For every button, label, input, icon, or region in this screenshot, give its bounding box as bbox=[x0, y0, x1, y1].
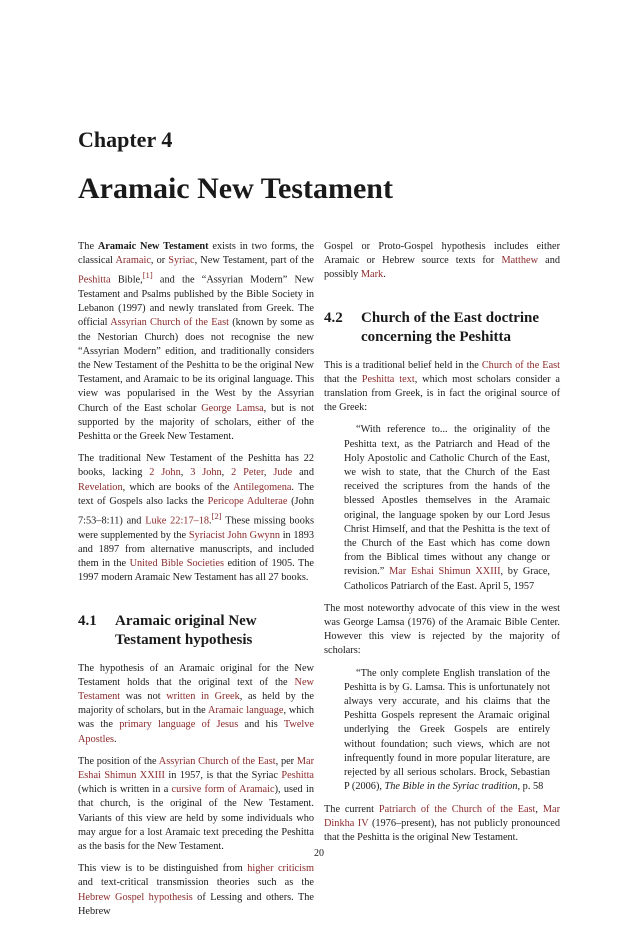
link-mar-dinkha-iv[interactable]: Mar Dinkha IV bbox=[324, 803, 560, 829]
left-column bbox=[78, 240, 314, 927]
link-peshitta-text[interactable]: Peshitta text bbox=[361, 373, 415, 385]
link-peshitta[interactable]: Peshitta bbox=[78, 274, 111, 286]
chapter-title: Aramaic New Testament bbox=[78, 172, 393, 205]
chapter-label: Chapter 4 bbox=[78, 127, 173, 152]
link-luke-22[interactable]: Luke 22:17–18 bbox=[145, 515, 210, 527]
book-title: The Bible in the Syriac tradition bbox=[384, 781, 518, 793]
right-column bbox=[324, 240, 560, 853]
advocate-paragraph: The most noteworthy advocate of this view in the west was George Lamsa (1976) of the Aramaic Bible Center. However this view is rejected by the majority of scholars: bbox=[324, 602, 560, 657]
brock-quote: “The only complete English translation of the Peshitta is by G. Lamsa. This is unfortunately not always very accurate, and his claims that the Peshitta Gospels represent the Aramaic original underlying the Greek Gospels are entirely without foundation; such views, which are not infrequently found in more popular literature, are rejected by all serious scholars. Brock, Sebastian P (2006), The Bible in the Syriac tradition, p. 58 bbox=[344, 667, 550, 793]
ref-2[interactable]: [2] bbox=[211, 511, 222, 522]
section-number: 4.2 bbox=[324, 309, 343, 326]
link-patriarch[interactable]: Patriarch of the Church of the East bbox=[378, 803, 536, 815]
link-syriacist[interactable]: Syriacist bbox=[188, 529, 225, 541]
link-jude[interactable]: Jude bbox=[273, 467, 293, 479]
link-united-bible-societies[interactable]: United Bible Societies bbox=[129, 558, 224, 570]
section-heading-4-1 bbox=[78, 612, 314, 650]
gospel-continuation-paragraph: Gospel or Proto-Gospel hypothesis includes either Aramaic or Hebrew source texts for Matthew and possibly Mark. bbox=[324, 241, 560, 281]
position-paragraph: The position of the Assyrian Church of the East, per Mar Eshai Shimun XXIII in 1957, is that the Syriac Peshitta (which is written in a cursive form of Aramaic), used in that church, is the original of the New Testament. Variants of this view are held by some individuals who may argue for a lost Aramaic text preceding the Peshitta as the basis for the New Testament. bbox=[78, 755, 315, 852]
link-mar-eshai-shimun-2[interactable]: Mar Eshai Shimun XXIII bbox=[389, 566, 501, 578]
link-antilegomena[interactable]: Antilegomena bbox=[233, 481, 292, 493]
shimun-quote: “With reference to... the originality of the Peshitta text, as the Patriarch and Head of the Holy Apostolic and Catholic Church of the East, we wish to state, that the Church of the East received the scriptures from the hands of the blessed Apostles themselves in the Aramaic original, the language spoken by our Lord Jesus Christ Himself, and that the Peshitta is the text of the Church of the East which has come down from the Biblical times without any change or revision.” Mar Eshai Shimun XXIII, by Grace, Catholicos Patriarch of the East. April 5, 1957 bbox=[344, 424, 550, 592]
intro-paragraph: The Aramaic New Testament exists in two forms, the classical Aramaic, or Syriac, New Testament, part of the Peshitta Bible,[1] and the “Assyrian Modern” New Testament and Psalms published by the Bible Society in Lebanon (1997) and newly translated from Greek. The official Assyrian Church of the East (known by some as the Nestorian Church) does not recognise the new “Assyrian Modern” edition, and traditionally considers the New Testament of the Peshitta to be the original New Testament, and Aramaic to be its original language. This view was popularised in the West by the Assyrian Church of the East scholar George Lamsa, but is not supported by the majority of scholars, either of the Peshitta or the Greek New Testament. bbox=[78, 241, 315, 443]
distinction-paragraph: This view is to be distinguished from higher criticism and text-critical transmission theories such as the Hebrew Gospel hypothesis of Lessing and others. The Hebrew bbox=[78, 863, 314, 917]
section-title: Aramaic original New Testament hypothesis bbox=[115, 612, 257, 648]
link-written-in-greek[interactable]: written in Greek bbox=[166, 690, 240, 702]
link-syriac[interactable]: Syriac bbox=[168, 255, 195, 267]
traditional-nt-paragraph: The traditional New Testament of the Peshitta has 22 books, lacking 2 John, 3 John, 2 Peter, Jude and Revelation, which are books of the Antilegomena. The text of Gospels also lacks the Pericope Adulterae (John 7:53–8:11) and Luke 22:17–18.[2] These missing books were supplemented by the Syriacist John Gwynn in 1893 and 1897 from alternative manuscripts, and included them in the United Bible Societies edition of 1905. The 1997 modern Aramaic New Testament has all 27 books. bbox=[78, 453, 314, 584]
link-aramaic-language[interactable]: Aramaic language bbox=[207, 705, 284, 717]
link-aramaic[interactable]: Aramaic bbox=[115, 255, 151, 267]
link-cursive-aramaic[interactable]: cursive form of Aramaic bbox=[171, 784, 275, 796]
link-hebrew-gospel-hypothesis[interactable]: Hebrew Gospel hypothesis bbox=[78, 891, 193, 903]
link-new-testament[interactable]: New Testament bbox=[78, 676, 314, 702]
link-mark[interactable]: Mark bbox=[360, 269, 384, 281]
section-heading-4-2 bbox=[324, 309, 560, 347]
section-number: 4.1 bbox=[78, 612, 97, 629]
term-aramaic-new-testament: Aramaic New Testament bbox=[97, 241, 209, 252]
link-george-lamsa[interactable]: George Lamsa bbox=[201, 402, 264, 414]
belief-paragraph: This is a traditional belief held in the Church of the East that the Peshitta text, which most scholars consider a translation from Greek, is in fact the original source of the Greek: bbox=[324, 359, 561, 414]
link-assyrian-church-2[interactable]: Assyrian Church of the East bbox=[158, 755, 276, 767]
link-higher-criticism[interactable]: higher criticism bbox=[247, 863, 314, 875]
link-pericope-adulterae[interactable]: Pericope Adulterae bbox=[207, 495, 288, 507]
page-number: 20 bbox=[314, 848, 324, 859]
hypothesis-paragraph: The hypothesis of an Aramaic original for the New Testament holds that the original text of the New Testament was not written in Greek, as held by the majority of scholars, but in the Aramaic language, which was the primary language of Jesus and his Twelve Apostles. bbox=[78, 662, 315, 745]
link-2-john[interactable]: 2 John bbox=[149, 467, 181, 479]
link-church-of-the-east[interactable]: Church of the East bbox=[481, 359, 561, 371]
link-john-gwynn[interactable]: John Gwynn bbox=[227, 529, 281, 541]
patriarch-paragraph: The current Patriarch of the Church of the East, Mar Dinkha IV (1976–present), has not publicly pronounced that the Peshitta is the original New Testament. bbox=[324, 803, 560, 843]
link-2-peter[interactable]: 2 Peter bbox=[231, 467, 264, 479]
link-language-of-jesus[interactable]: primary language of Jesus bbox=[119, 719, 239, 731]
link-assyrian-church[interactable]: Assyrian Church of the East bbox=[110, 317, 229, 329]
link-mar-eshai-shimun[interactable]: Mar Eshai Shimun XXIII bbox=[78, 755, 315, 781]
ref-1[interactable]: [1] bbox=[142, 270, 153, 281]
section-title: Church of the East doctrine concerning the Peshitta bbox=[361, 309, 540, 345]
link-peshitta-2[interactable]: Peshitta bbox=[281, 769, 314, 781]
link-matthew[interactable]: Matthew bbox=[501, 255, 539, 267]
link-3-john[interactable]: 3 John bbox=[190, 467, 222, 479]
link-revelation[interactable]: Revelation bbox=[78, 481, 123, 493]
link-twelve-apostles[interactable]: Twelve Apostles bbox=[78, 719, 314, 745]
